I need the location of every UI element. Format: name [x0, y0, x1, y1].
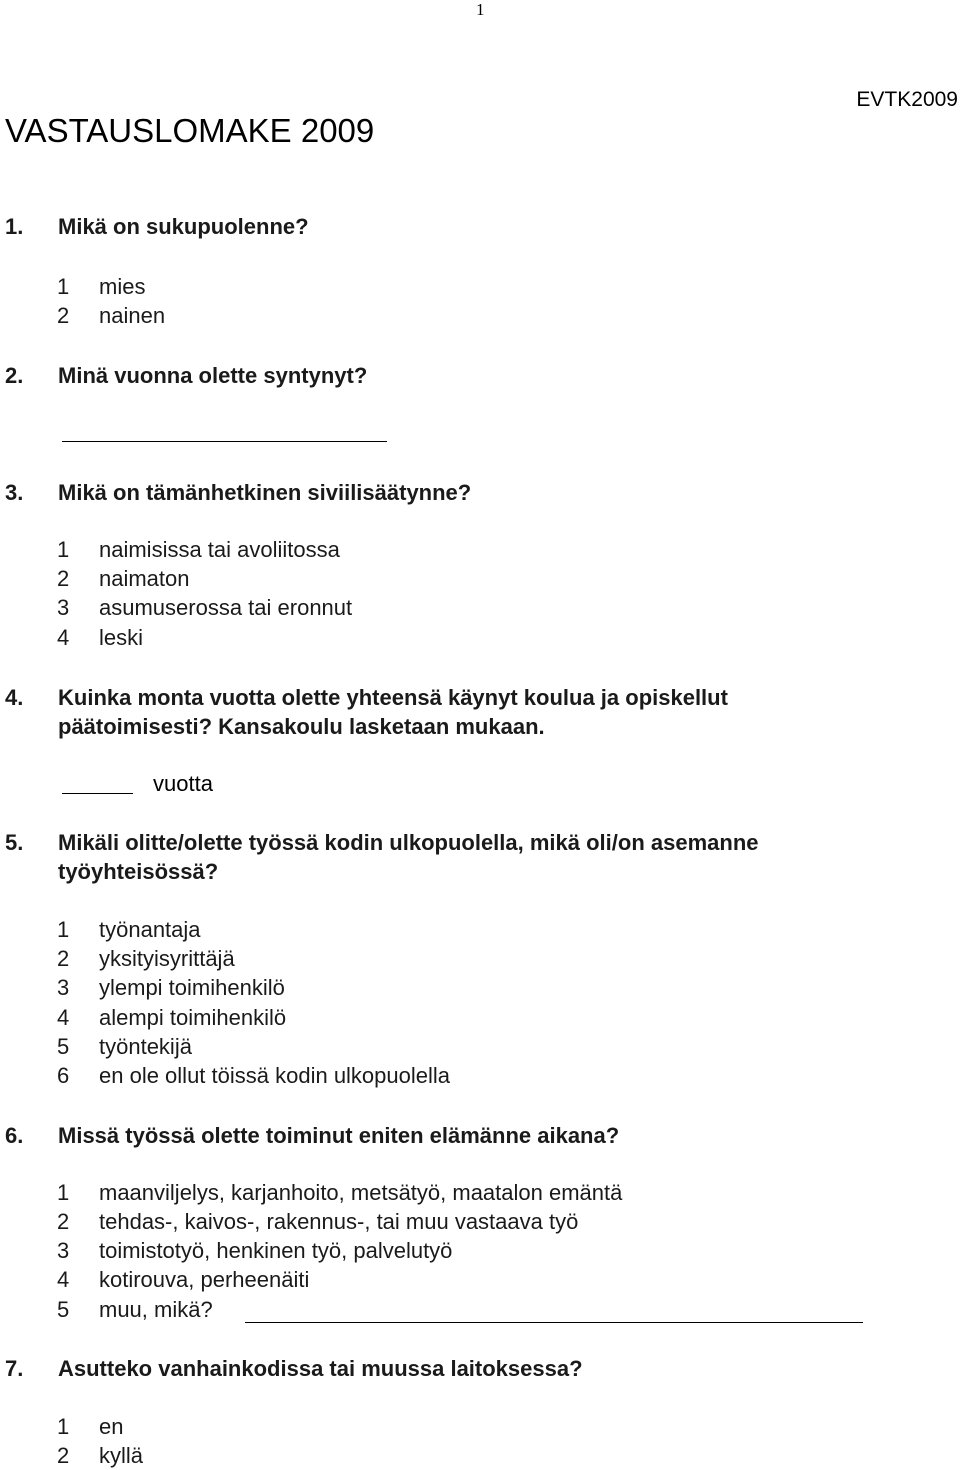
birth-year-answer-line[interactable]: [62, 441, 387, 442]
question-5-number: 5.: [5, 830, 24, 855]
q6-option-3-label[interactable]: toimistotyö, henkinen työ, palvelutyö: [99, 1238, 453, 1263]
school-years-answer-line[interactable]: [62, 793, 133, 794]
question-5-text-line-1: Mikäli olitte/olette työssä kodin ulkopuolella, mikä oli/on asemanne: [58, 830, 759, 855]
q7-option-2-label[interactable]: kyllä: [99, 1443, 144, 1468]
question-7-text: Asutteko vanhainkodissa tai muussa laitoksessa?: [58, 1356, 583, 1381]
q3-option-2-number: 2: [57, 566, 70, 591]
q5-option-4-label[interactable]: alempi toimihenkilö: [99, 1005, 287, 1030]
q5-option-2-number: 2: [57, 946, 70, 971]
q6-option-1-label[interactable]: maanviljelys, karjanhoito, metsätyö, maatalon emäntä: [99, 1180, 623, 1205]
q3-option-1-label[interactable]: naimisissa tai avoliitossa: [99, 537, 340, 562]
q3-option-3-number: 3: [57, 595, 70, 620]
q6-option-1-number: 1: [57, 1180, 70, 1205]
question-3-number: 3.: [5, 480, 24, 505]
q1-option-2-label[interactable]: nainen: [99, 303, 166, 328]
question-1-number: 1.: [5, 214, 24, 239]
q3-option-3-label[interactable]: asumuserossa tai eronnut: [99, 595, 353, 620]
q6-option-4-label[interactable]: kotirouva, perheenäiti: [99, 1267, 310, 1292]
question-5-text-line-2: työyhteisössä?: [58, 859, 219, 884]
q5-option-1-label[interactable]: työnantaja: [99, 917, 201, 942]
q3-option-4-number: 4: [57, 625, 70, 650]
q5-option-1-number: 1: [57, 917, 70, 942]
q6-option-4-number: 4: [57, 1267, 70, 1292]
school-years-unit: vuotta: [153, 771, 213, 796]
question-6-text: Missä työssä olette toiminut eniten elämänne aikana?: [58, 1123, 620, 1148]
q1-option-1-number: 1: [57, 274, 70, 299]
q7-option-2-number: 2: [57, 1443, 70, 1468]
other-occupation-answer-line[interactable]: [245, 1322, 863, 1323]
question-4-text-line-2: päätoimisesti? Kansakoulu lasketaan mukaan.: [58, 714, 545, 739]
form-code: EVTK2009: [856, 88, 958, 111]
q5-option-3-number: 3: [57, 975, 70, 1000]
q3-option-1-number: 1: [57, 537, 70, 562]
q5-option-3-label[interactable]: ylempi toimihenkilö: [99, 975, 285, 1000]
q3-option-2-label[interactable]: naimaton: [99, 566, 190, 591]
question-2-number: 2.: [5, 363, 24, 388]
question-3-text: Mikä on tämänhetkinen siviilisäätynne?: [58, 480, 472, 505]
question-6-number: 6.: [5, 1123, 24, 1148]
q6-option-5-label[interactable]: muu, mikä?: [99, 1297, 213, 1322]
q7-option-1-number: 1: [57, 1414, 70, 1439]
q1-option-2-number: 2: [57, 303, 70, 328]
question-4-text-line-1: Kuinka monta vuotta olette yhteensä käynyt koulua ja opiskellut: [58, 685, 728, 710]
q6-option-2-label[interactable]: tehdas-, kaivos-, rakennus-, tai muu vastaava työ: [99, 1209, 579, 1234]
q5-option-5-label[interactable]: työntekijä: [99, 1034, 192, 1059]
question-2-text: Minä vuonna olette syntynyt?: [58, 363, 368, 388]
q7-option-1-label[interactable]: en: [99, 1414, 124, 1439]
page-title: VASTAUSLOMAKE 2009: [5, 112, 375, 149]
q5-option-6-label[interactable]: en ole ollut töissä kodin ulkopuolella: [99, 1063, 451, 1088]
page-number: 1: [476, 0, 485, 19]
question-1-text: Mikä on sukupuolenne?: [58, 214, 309, 239]
q6-option-3-number: 3: [57, 1238, 70, 1263]
q1-option-1-label[interactable]: mies: [99, 274, 146, 299]
question-7-number: 7.: [5, 1356, 24, 1381]
question-4-number: 4.: [5, 685, 24, 710]
q5-option-4-number: 4: [57, 1005, 70, 1030]
q5-option-2-label[interactable]: yksityisyrittäjä: [99, 946, 235, 971]
q6-option-5-number: 5: [57, 1297, 70, 1322]
q5-option-5-number: 5: [57, 1034, 70, 1059]
q6-option-2-number: 2: [57, 1209, 70, 1234]
q3-option-4-label[interactable]: leski: [99, 625, 144, 650]
q5-option-6-number: 6: [57, 1063, 70, 1088]
